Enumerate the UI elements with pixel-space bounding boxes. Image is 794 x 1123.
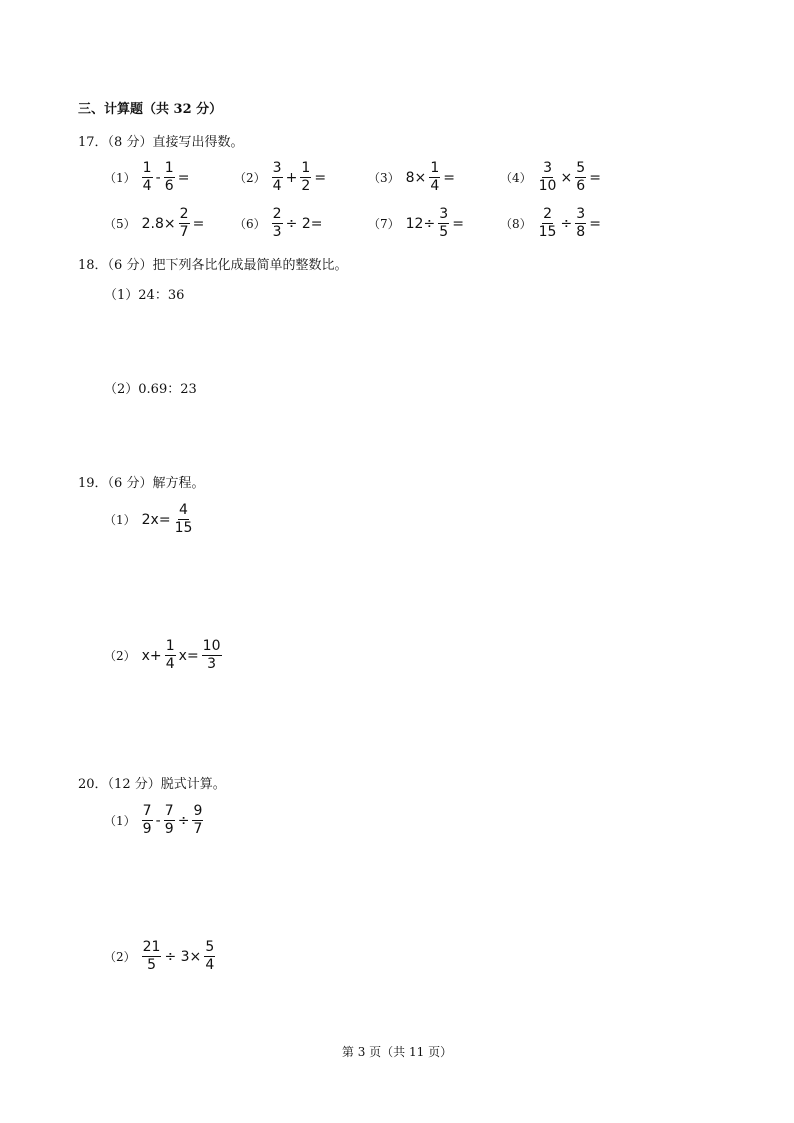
- fraction: $\frac{7}{9}$: [142, 803, 152, 837]
- problem-label: （8）: [500, 217, 532, 231]
- equals-sign: =: [443, 169, 456, 186]
- expression-lead: 8×: [405, 169, 427, 186]
- equals-sign: =: [452, 215, 464, 232]
- fraction: $\frac{2}{3}$: [272, 206, 282, 240]
- operator: -: [155, 812, 161, 829]
- question-19-stem: 19．（6 分）解方程。: [78, 476, 205, 491]
- q19-problem-1: [104, 503, 194, 536]
- q17-problem-1: [104, 161, 190, 194]
- q20-problem-1: [104, 804, 204, 837]
- fraction: $\frac{10}{3}$: [202, 638, 221, 672]
- expression-mid: x=: [178, 647, 199, 664]
- q20-problem-2: [104, 940, 216, 973]
- expression-lead: x+: [141, 647, 162, 664]
- fraction: $\frac{5}{4}$: [205, 939, 215, 973]
- problem-label: （6）: [234, 217, 266, 231]
- q17-problem-6: [234, 207, 323, 240]
- q18-problem-2: （2）0.69：23: [104, 382, 197, 397]
- fraction: $\frac{3}{5}$: [439, 206, 449, 240]
- problem-label: （2）: [104, 649, 136, 663]
- fraction: $\frac{2}{15}$: [538, 206, 557, 240]
- expression-tail: ÷ 2=: [285, 215, 323, 232]
- problem-label: （1）: [104, 513, 136, 527]
- page-footer: 第 3 页（共 11 页）: [341, 1045, 453, 1059]
- fraction: $\frac{2}{7}$: [179, 206, 189, 240]
- q17-problem-8: [500, 207, 602, 240]
- fraction: $\frac{4}{15}$: [174, 502, 193, 536]
- fraction: $\frac{3}{4}$: [272, 160, 282, 194]
- equals-sign: =: [589, 169, 601, 186]
- operator: +: [285, 169, 298, 186]
- q17-problem-4: [500, 161, 602, 194]
- q17-problem-7: [368, 207, 465, 240]
- question-17-stem: 17．（8 分）直接写出得数。: [78, 135, 244, 150]
- fraction: $\frac{1}{4}$: [165, 638, 175, 672]
- question-18-stem: 18．（6 分）把下列各比化成最简单的整数比。: [78, 258, 348, 273]
- equals-sign: =: [589, 215, 601, 232]
- expression-lead: 2x=: [141, 511, 171, 528]
- expression-lead: 2.8×: [141, 215, 176, 232]
- q17-problem-3: [368, 161, 456, 194]
- operator: -: [155, 169, 161, 186]
- fraction: $\frac{1}{6}$: [164, 160, 174, 194]
- fraction: $\frac{7}{9}$: [164, 803, 174, 837]
- operator: ÷: [560, 215, 573, 232]
- q17-problem-2: [234, 161, 327, 194]
- equals-sign: =: [192, 215, 205, 232]
- equals-sign: =: [314, 169, 327, 186]
- problem-label: （1）: [104, 814, 136, 828]
- problem-label: （2）: [104, 950, 136, 964]
- fraction: $\frac{3}{10}$: [538, 160, 557, 194]
- fraction: $\frac{3}{8}$: [576, 206, 586, 240]
- q17-problem-5: [104, 207, 205, 240]
- q19-problem-2: [104, 639, 223, 672]
- operator: ×: [560, 169, 573, 186]
- problem-label: （3）: [368, 171, 400, 185]
- operator: ÷: [177, 812, 190, 829]
- fraction: $\frac{21}{5}$: [142, 939, 161, 973]
- fraction: $\frac{1}{4}$: [430, 160, 440, 194]
- problem-label: （2）: [234, 171, 266, 185]
- equals-sign: =: [177, 169, 190, 186]
- expression-lead: 12÷: [405, 215, 436, 232]
- operator: ÷ 3×: [164, 948, 202, 965]
- fraction: $\frac{1}{2}$: [301, 160, 311, 194]
- question-20-stem: 20．（12 分）脱式计算。: [78, 777, 226, 792]
- problem-label: （7）: [368, 217, 400, 231]
- fraction: $\frac{1}{4}$: [142, 160, 152, 194]
- fraction: $\frac{5}{6}$: [576, 160, 586, 194]
- problem-label: （1）: [104, 171, 136, 185]
- section-title: 三、计算题（共 32 分）: [78, 102, 223, 117]
- problem-label: （4）: [500, 171, 532, 185]
- problem-label: （5）: [104, 217, 136, 231]
- fraction: $\frac{9}{7}$: [193, 803, 203, 837]
- q18-problem-1: （1）24：36: [104, 288, 185, 303]
